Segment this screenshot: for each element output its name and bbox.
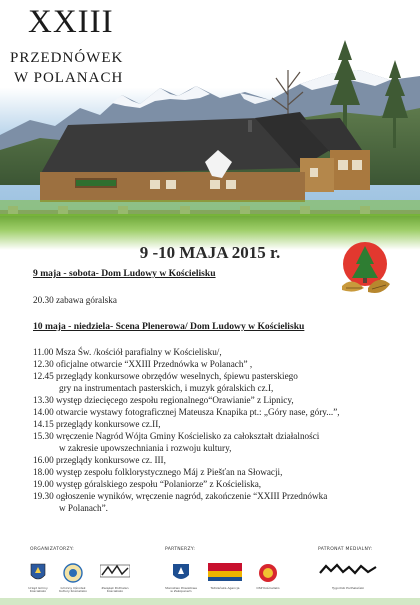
program-item: 13.30 występ dziecięcego zespołu regionalnego“Orawianie” z Lipnicy, xyxy=(33,395,294,405)
festival-title-line1: PRZEDNÓWEK xyxy=(10,50,124,66)
program-item-continuation: w zakresie upowszechniania i rozwoju kultury, xyxy=(59,443,232,453)
tatrzanska-agencja-logo xyxy=(208,563,242,581)
cultural-center-logo xyxy=(63,563,83,583)
media-patron-label: PATRONAT MEDIALNY: xyxy=(318,547,373,552)
gmina-coat-of-arms-logo xyxy=(30,563,46,583)
header-photo xyxy=(0,0,420,250)
zwiazek-podhalan-logo xyxy=(100,563,130,579)
organizer-caption: Urząd Gminy Kościelisko xyxy=(28,586,48,594)
program-item: 19.00 występ góralskiego zespołu “Polaniorze” z Kościeliska, xyxy=(33,479,262,489)
program-item: 18.00 występ zespołu folklorystycznego Máj z Piešťan na Słowacji, xyxy=(33,467,283,477)
festival-emblem-logo xyxy=(334,238,396,300)
program-item: 15.30 wręczenie Nagród Wójta Gminy Kościelisko za całokształt działalności xyxy=(33,431,320,441)
tygodnik-podhalanski-logo xyxy=(318,563,378,577)
event-dates: 9 -10 MAJA 2015 r. xyxy=(139,243,281,262)
organizers-label: ORGANIZATORZY: xyxy=(30,547,75,552)
program-item: 16.00 przeglądy konkursowe cz. III, xyxy=(33,455,166,465)
program-item: 14.15 przeglądy konkursowe cz.II, xyxy=(33,419,161,429)
program-item: 12.45 przeglądy konkursowe obrzędów weselnych, śpiewu pasterskiego xyxy=(33,371,298,381)
organizer-caption: Związek Podhalan Kościelisko xyxy=(101,586,129,594)
program-item: 12.30 oficjalne otwarcie “XXIII Przednówka w Polanach” , xyxy=(33,359,253,369)
program-item-continuation: w Polanach”. xyxy=(59,503,108,513)
day1-heading: 9 maja - sobota- Dom Ludowy w Kościelisku xyxy=(33,268,216,279)
partner-caption: OSP Kościelisko xyxy=(256,586,280,590)
footer-band xyxy=(0,598,420,605)
partners-label: PARTNERZY: xyxy=(165,547,196,552)
media-patron-caption: Tygodnik Podhalański xyxy=(331,586,365,590)
program-item: 11.00 Msza Św. /kościół parafialny w Kościelisku/, xyxy=(33,347,222,357)
program-item: 19.30 ogłoszenie wyników, wręczenie nagród, zakończenie “XXIII Przednówka xyxy=(33,491,328,501)
day1-item: 20.30 zabawa góralska xyxy=(33,295,117,305)
starostwo-crest-logo xyxy=(172,563,190,583)
partner-caption: Tatrzańska Agencja xyxy=(210,586,240,590)
fire-brigade-emblem-logo xyxy=(258,563,278,583)
festival-title-line2: W POLANACH xyxy=(14,70,124,86)
program-item: 14.00 otwarcie wystawy fotograficznej Mateusza Knapika pt.: „Góry nase, góry...”, xyxy=(33,407,340,417)
festival-numeral: XXIII xyxy=(28,4,114,40)
program-item-continuation: gry na instrumentach pasterskich, i muzyk góralskich cz.I, xyxy=(59,383,274,393)
day2-heading: 10 maja - niedziela- Scena Plenerowa/ Dom Ludowy w Kościelisku xyxy=(33,321,305,332)
organizer-caption: Gminny Ośrodek Kultury Kościelisko xyxy=(59,586,87,594)
partner-caption: Starostwo Powiatowe w Zakopanem xyxy=(165,586,197,594)
